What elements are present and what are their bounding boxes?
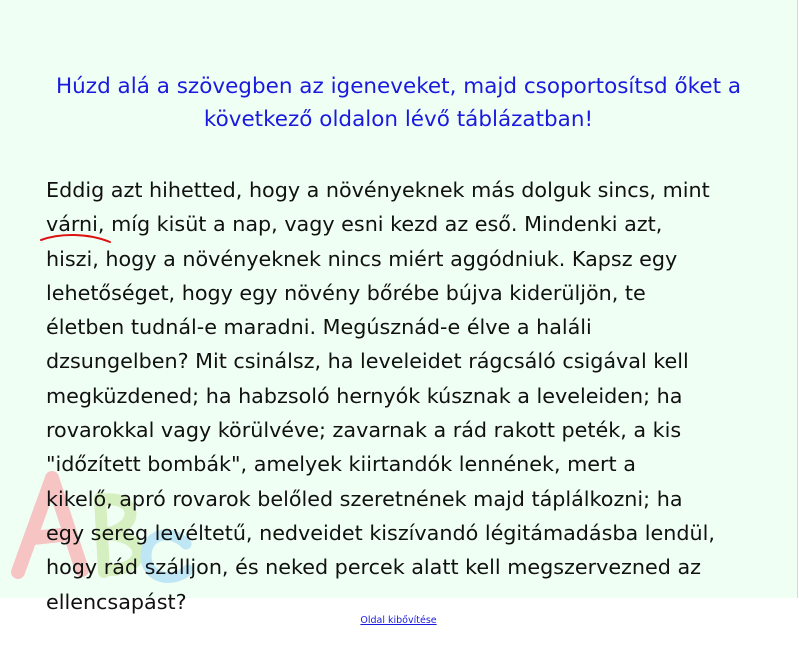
instruction-text (20, 70, 777, 136)
underlined-participle (46, 212, 105, 236)
passage-text (46, 173, 781, 619)
passage-line-13: ellencsapást? (46, 589, 187, 614)
passage-line-11: egy sereg levéltetű, nedveidet kiszívandó légitámadásba lendül, (46, 520, 715, 545)
instruction-line-1: Húzd alá a szövegben az igeneveket, majd csoportosítsd őket a (55, 74, 742, 99)
underlined-word: várni, (46, 212, 105, 237)
passage-line-12: hogy rád szálljon, és neked percek alatt kell megszervezned az (46, 555, 701, 580)
passage-line-10: kikelő, apró rovarok belőled szeretnének majd táplálkozni; ha (46, 486, 683, 511)
passage-line-5: életben tudnál-e maradni. Megúsznád-e élve a haláli (46, 315, 592, 340)
passage-line-4: lehetőséget, hogy egy növény bőrébe bújva kiderüljön, te (46, 280, 646, 305)
passage-line-8: rovarokkal vagy körülvéve; zavarnak a rád rakott peték, a kis (46, 418, 682, 443)
red-underline-mark (40, 232, 112, 244)
passage-line-7: megküzdened; ha habzsoló hernyók kúsznak a leveleiden; ha (46, 383, 683, 408)
passage-line-6: dzsungelben? Mit csinálsz, ha leveleidet rágcsáló csigával kell (46, 349, 689, 374)
passage-line-3: hiszi, hogy a növényeknek nincs miért aggódniuk. Kapsz egy (46, 246, 678, 271)
passage-line-1: Eddig azt hihetted, hogy a növényeknek más dolguk sincs, mint (46, 178, 710, 202)
passage-line-9: "időzített bombák", amelyek kiirtandók lennének, mert a (46, 452, 636, 477)
passage-line-2 (46, 207, 781, 241)
expand-page-link[interactable]: Oldal kibővítése (360, 615, 437, 626)
passage-line-2-rest: míg kisüt a nap, vagy esni kezd az eső. Mindenki azt, (104, 212, 663, 237)
instruction-line-2: következő oldalon lévő táblázatban! (203, 107, 594, 132)
